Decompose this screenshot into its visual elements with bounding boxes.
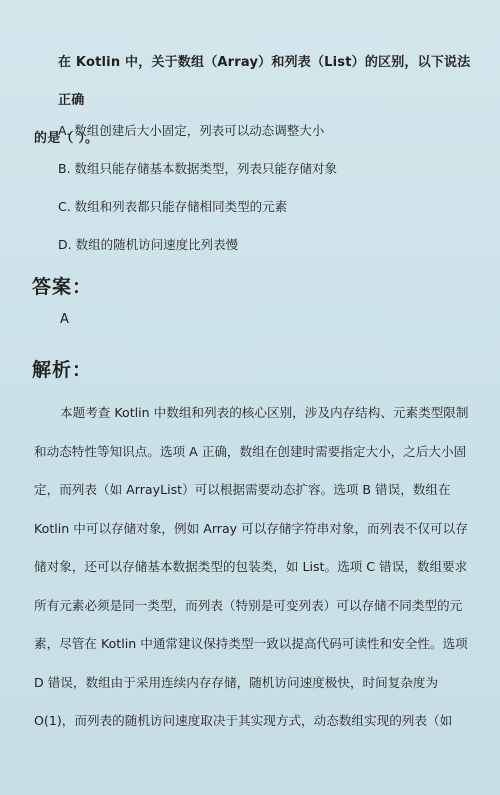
question-line: 的是（ ）。 (34, 131, 99, 146)
analysis-line: 定，而列表（如 ArrayList）可以根据需要动态扩容。选项 B 错误，数组在 (34, 482, 451, 497)
analysis-line: 素，尽管在 Kotlin 中通常建议保持类型一致以提高代码可读性和安全性。选项 (34, 636, 468, 651)
option-a: A. 数组创建后大小固定，列表可以动态调整大小 (58, 123, 325, 138)
option-b: B. 数组只能存储基本数据类型，列表只能存储对象 (58, 161, 338, 176)
analysis-line: O(1)，而列表的随机访问速度取决于其实现方式，动态数组实现的列表（如 (34, 713, 453, 728)
analysis-body (34, 394, 469, 741)
analysis-line: Kotlin 中可以存储对象，例如 Array 可以存储字符串对象，而列表不仅可以存 (34, 520, 468, 536)
answer-value: A (60, 312, 69, 327)
options-list (58, 112, 478, 264)
analysis-line: 储对象，还可以存储基本数据类型的包装类，如 List。选项 C 错误，数组要求 (34, 559, 468, 574)
analysis-line: D 错误，数组由于采用连续内存存储，随机访问速度极快，时间复杂度为 (34, 674, 439, 690)
option-c: C. 数组和列表都只能存储相同类型的元素 (58, 199, 288, 214)
analysis-line: 和动态特性等知识点。选项 A 正确，数组在创建时需要指定大小，之后大小固 (34, 443, 467, 459)
analysis-heading: 解析： (32, 359, 93, 381)
question-line: 在 Kotlin 中，关于数组（Array）和列表（List）的区别，以下说法正确 (58, 55, 471, 108)
answer-heading: 答案： (32, 276, 93, 298)
analysis-line: 本题考查 Kotlin 中数组和列表的核心区别，涉及内存结构、元素类型限制 (60, 405, 469, 420)
analysis-line: 所有元素必须是同一类型，而列表（特别是可变列表）可以存储不同类型的元 (34, 597, 463, 613)
option-d: D. 数组的随机访问速度比列表慢 (58, 237, 239, 252)
